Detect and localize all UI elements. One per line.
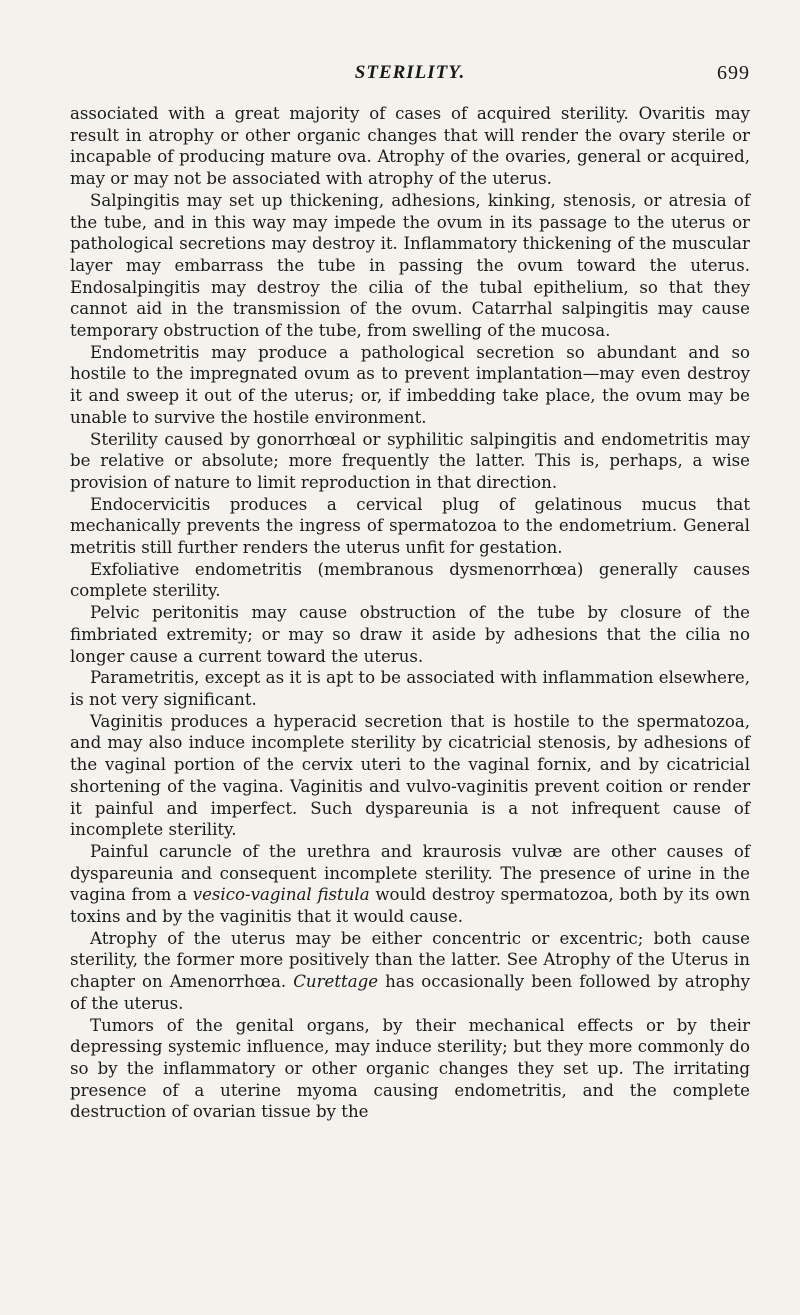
paragraph-endocervicitis: Endocervicitis produces a cervical plug of gelatinous mucus that mechanically prevents the ingress of spermatozoa to the endometrium. General metritis still further renders the uterus unfit for gestation. (70, 494, 750, 558)
paragraph-text: has occasionally been followed by atrophy of the uterus. (70, 972, 751, 1013)
italic-term: Curettage (293, 972, 379, 992)
running-header (70, 62, 750, 86)
paragraph-salpingitis: Salpingitis may set up thickening, adhesions, kinking, stenosis, or atresia of the tube, and in this way may impede the ovum in its passage to the uterus or pathological secretions may destroy it. Inflammatory thickening of the muscular layer may embarrass the tube in passing the ovum toward the uterus. Endosalpingitis may destroy the cilia of the tubal epithelium, so that they cannot aid in the transmission of the ovum. Catarrhal salpingitis may cause temporary obstruction of the tube, from swelling of the mucosa. (70, 190, 750, 341)
paragraph-painful-caruncle (70, 841, 750, 928)
paragraph-vaginitis: Vaginitis produces a hyperacid secretion that is hostile to the spermatozoa, and may also induce incomplete sterility by cicatricial stenosis, by adhesions of the vaginal portion of the cervix uteri to the vaginal fornix, and by cicatricial shortening of the vagina. Vaginitis and vulvo-vaginitis prevent coition or render it painful and imperfect. Such dyspareunia is a not infrequent cause of incomplete sterility. (70, 711, 750, 840)
italic-term: vesico-vaginal fistula (192, 885, 370, 905)
paragraph-gonorrhoeal-sterility: Sterility caused by gonorrhœal or syphilitic salpingitis and endometritis may be relative or absolute; more frequently the latter. This is, perhaps, a wise provision of nature to limit reproduction in that direction. (70, 429, 750, 492)
paragraph-tumors: Tumors of the genital organs, by their mechanical effects or by their depressing systemic influence, may induce sterility; but they more commonly do so by the inflammatory or other organic changes they set up. The irritating presence of a uterine myoma causing endometritis, and the complete destruction of ovarian tissue by the (70, 1015, 750, 1122)
paragraph-exfoliative-endometritis: Exfoliative endometritis (membranous dysmenorrhœa) generally causes complete sterility. (70, 559, 750, 601)
paragraph-parametritis: Parametritis, except as it is apt to be associated with inflammation elsewhere, is not very significant. (70, 668, 750, 709)
running-title: STERILITY. (354, 62, 466, 83)
page-number: 699 (717, 62, 750, 84)
paragraph-text: Painful caruncle of the urethra and kraurosis vulvæ are other causes of dyspareunia and consequent incomplete sterility. The presence of urine in the vagina from a (70, 841, 750, 905)
paragraph-text: would destroy spermatozoa, both by its own toxins and by the vaginitis that it would cause. (70, 885, 751, 927)
body-text (70, 103, 750, 1123)
paragraph-pelvic-peritonitis: Pelvic peritonitis may cause obstruction of the tube by closure of the fimbriated extremity; or may so draw it aside by adhesions that the cilia no longer cause a current toward the uterus. (70, 603, 750, 666)
paragraph-ovaritis: associated with a great majority of cases of acquired sterility. Ovaritis may result in atrophy or other organic changes that will render the ovary sterile or incapable of producing mature ova. Atrophy of the ovaries, general or acquired, may or may not be associated with atrophy of the uterus. (70, 104, 750, 189)
paragraph-text: Atrophy of the uterus may be either concentric or excentric; both cause sterility, the former more positively than the latter. See Atrophy of the Uterus in chapter on Amenorrhœa. (70, 928, 750, 992)
paragraph-atrophy-uterus (70, 928, 750, 1015)
paragraph-endometritis: Endometritis may produce a pathological secretion so abundant and so hostile to the impregnated ovum as to prevent implantation—may even destroy it and sweep it out of the uterus; or, if imbedding take place, the ovum may be unable to survive the hostile environment. (70, 342, 750, 427)
